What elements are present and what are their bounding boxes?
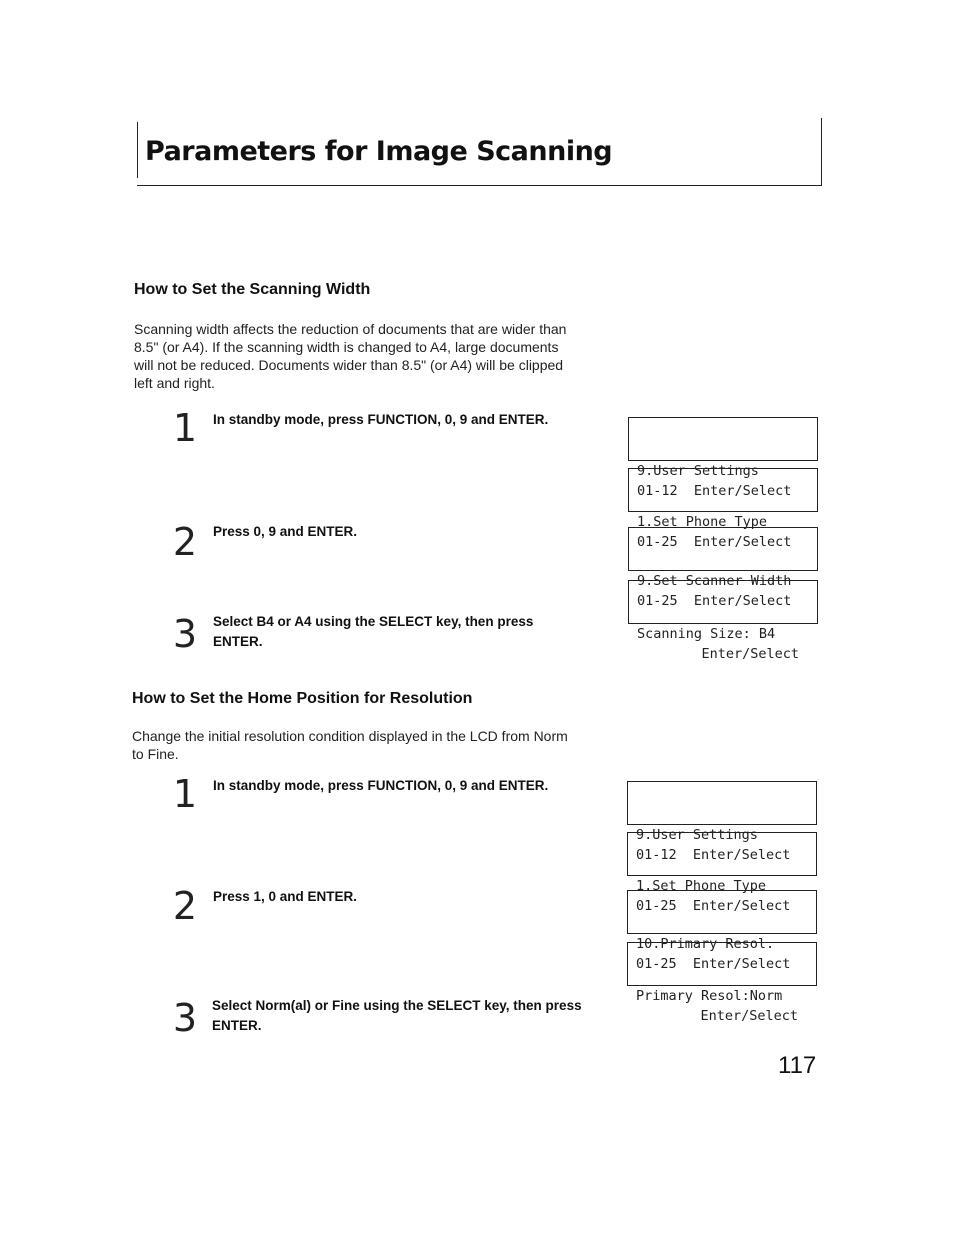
- lcd-display: [628, 417, 818, 499]
- lcd-display: [627, 781, 817, 863]
- step-3-text-cont: ENTER.: [213, 634, 263, 649]
- step-3-text: Select B4 or A4 using the SELECT key, then press: [213, 614, 534, 629]
- lcd-line-1: 10.Primary Resol.: [636, 936, 775, 952]
- lcd-line-2: 01-12 Enter/Select: [636, 847, 791, 863]
- lcd-line-2: 01-25 Enter/Select: [637, 534, 792, 550]
- step-number-2: 2: [172, 520, 198, 564]
- lcd-line-1: Primary Resol:Norm: [636, 988, 783, 1004]
- step-2-text: Press 1, 0 and ENTER.: [213, 889, 358, 904]
- page-number: 117: [778, 1052, 817, 1079]
- intro-line: Scanning width affects the reduction of documents that are wider than: [134, 321, 567, 337]
- lcd-line-1: 1.Set Phone Type: [636, 878, 767, 894]
- step-number-1: 1: [172, 406, 198, 450]
- intro-line: left and right.: [134, 375, 215, 391]
- lcd-line-1: 1.Set Phone Type: [637, 514, 768, 530]
- step-number-3: 3: [172, 612, 198, 656]
- lcd-display: [628, 527, 818, 609]
- intro-line: will not be reduced. Documents wider than 8.5" (or A4) will be clipped: [134, 357, 564, 373]
- page-title: Parameters for Image Scanning: [145, 136, 613, 167]
- lcd-line-2: 01-12 Enter/Select: [637, 483, 792, 499]
- lcd-display: [627, 890, 817, 972]
- lcd-display: [628, 580, 818, 662]
- intro-line: 8.5" (or A4). If the scanning width is changed to A4, large documents: [134, 339, 559, 355]
- lcd-line-2: 01-25 Enter/Select: [637, 593, 792, 609]
- lcd-line-1: Scanning Size: B4: [637, 626, 776, 642]
- section-heading-home-resolution: How to Set the Home Position for Resolution: [132, 690, 473, 707]
- lcd-line-2: 01-25 Enter/Select: [636, 898, 791, 914]
- step-1-text: In standby mode, press FUNCTION, 0, 9 and ENTER.: [213, 778, 549, 793]
- step-number-2: 2: [172, 884, 198, 928]
- step-number-3: 3: [172, 996, 198, 1040]
- step-3-text: Select Norm(al) or Fine using the SELECT key, then press: [212, 998, 582, 1013]
- lcd-line-1: 9.User Settings: [636, 827, 758, 843]
- lcd-display: [627, 942, 817, 1024]
- lcd-line-2: Enter/Select: [700, 1008, 798, 1024]
- step-2-text: Press 0, 9 and ENTER.: [213, 524, 358, 539]
- step-3-text-cont: ENTER.: [212, 1018, 262, 1033]
- intro-line: Change the initial resolution condition displayed in the LCD from Norm: [132, 728, 568, 744]
- lcd-display: [628, 468, 818, 550]
- intro-line: to Fine.: [132, 746, 179, 762]
- lcd-line-2: Enter/Select: [701, 646, 799, 662]
- step-1-text: In standby mode, press FUNCTION, 0, 9 and ENTER.: [213, 412, 549, 427]
- lcd-line-2: 01-25 Enter/Select: [636, 956, 791, 972]
- lcd-line-1: 9.Set Scanner Width: [637, 573, 792, 589]
- lcd-line-1: 9.User Settings: [637, 463, 759, 479]
- lcd-display: [627, 832, 817, 914]
- step-number-1: 1: [172, 772, 198, 816]
- section-heading-scanning-width: How to Set the Scanning Width: [134, 281, 371, 298]
